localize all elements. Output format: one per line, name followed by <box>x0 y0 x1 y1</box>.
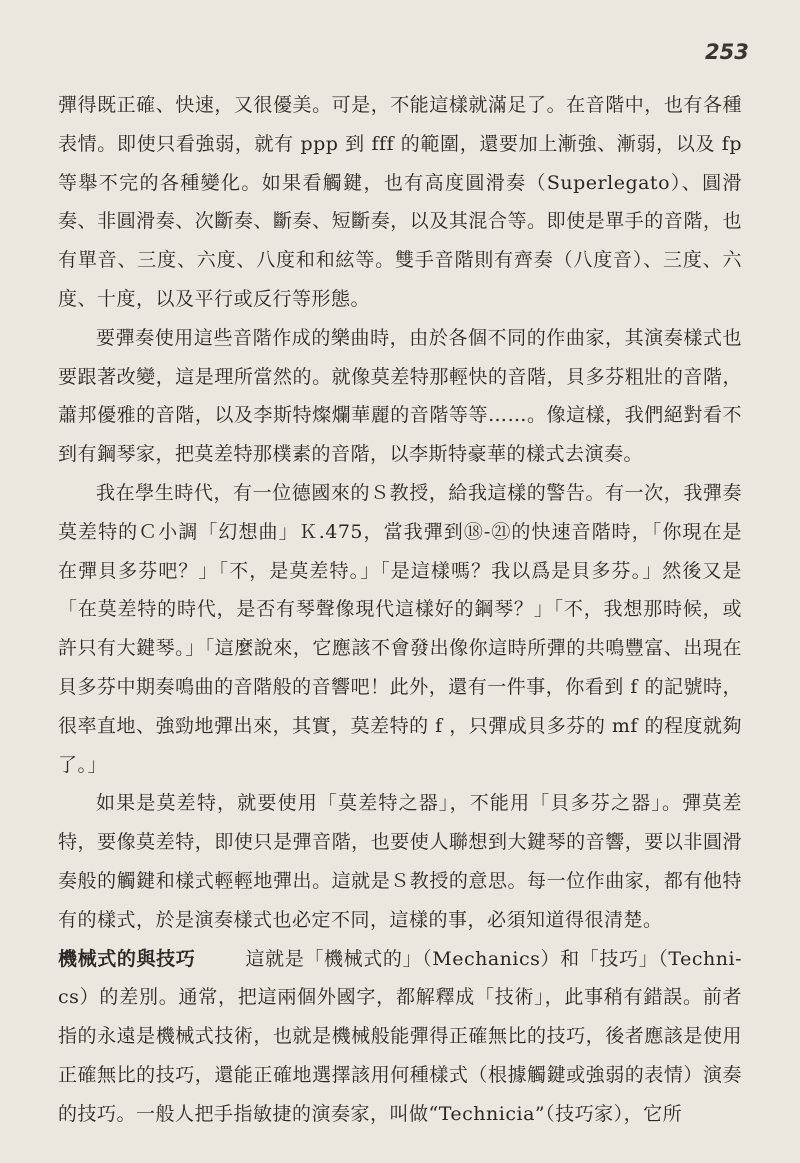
paragraph-4: 如果是莫差特，就要使用「莫差特之器」，不能用「貝多芬之器」。彈莫差特，要像莫差特，即使只是彈音階，也要使人聯想到大鍵琴的音響，要以非圓滑奏般的觸鍵和樣式輕輕地彈出。這就是Ｓ教授的意思。每一位作曲家，都有他特有的樣式，於是演奏樣式也必定不同，這樣的事，必須知道得很清楚。 <box>58 792 742 931</box>
page-body <box>58 86 742 1134</box>
paragraph-5-text: 這就是「機械式的」（Mechanics）和「技巧」（Techni-cs）的差別。通常，把這兩個外國字，都解釋成「技術」，此事稍有錯誤。前者指的永遠是機械式技術，也就是機械般能彈得正確無比的技巧，後者應該是使用正確無比的技巧，還能正確地選擇該用何種樣式（根據觸鍵或強弱的表情）演奏的技巧。一般人把手指敏捷的演奏家，叫做“Technicia”（技巧家），它所 <box>58 947 742 1125</box>
paragraph-2: 要彈奏使用這些音階作成的樂曲時，由於各個不同的作曲家，其演奏樣式也要跟著改變，這是理所當然的。就像莫差特那輕快的音階，貝多芬粗壯的音階，蕭邦優雅的音階，以及李斯特燦爛華麗的音階等等……。像這樣，我們絕對看不到有鋼琴家，把莫差特那樸素的音階，以李斯特豪華的樣式去演奏。 <box>58 326 742 466</box>
paragraph-1: 彈得既正確、快速，又很優美。可是，不能這樣就滿足了。在音階中，也有各種表情。即使只看強弱，就有 ppp 到 fff 的範圍，還要加上漸強、漸弱，以及 fp 等舉不完的各種變化。如果看觸鍵，也有高度圓滑奏（Superlegato）、圓滑奏、非圓滑奏、次斷奏、斷奏、短斷奏，以及其混合等。即使是單手的音階，也有單音、三度、六度、八度和和絃等。雙手音階則有齊奏（八度音）、三度、六度、十度，以及平行或反行等形態。 <box>58 94 742 310</box>
section-heading: 機械式的與技巧 <box>58 947 196 970</box>
paragraph-3: 我在學生時代，有一位德國來的Ｓ教授，給我這樣的警告。有一次，我彈奏莫差特的Ｃ小調「幻想曲」Ｋ.475，當我彈到⑱-㉑的快速音階時，「你現在是在彈貝多芬吧？」「不，是莫差特。」「是這樣嗎？我以爲是貝多芬。」然後又是「在莫差特的時代，是否有琴聲像現代這樣好的鋼琴？」「不，我想那時候，或許只有大鍵琴。」「這麼說來，它應該不會發出像你這時所彈的共鳴豐富、出現在貝多芬中期奏鳴曲的音階般的音響吧！此外，還有一件事，你看到 f 的記號時，很率直地、強勁地彈出來，其實，莫差特的 f ，只彈成貝多芬的 mf 的程度就夠了。」 <box>58 481 742 776</box>
page-number: 253 <box>705 40 749 64</box>
paragraph-5 <box>58 940 742 1134</box>
